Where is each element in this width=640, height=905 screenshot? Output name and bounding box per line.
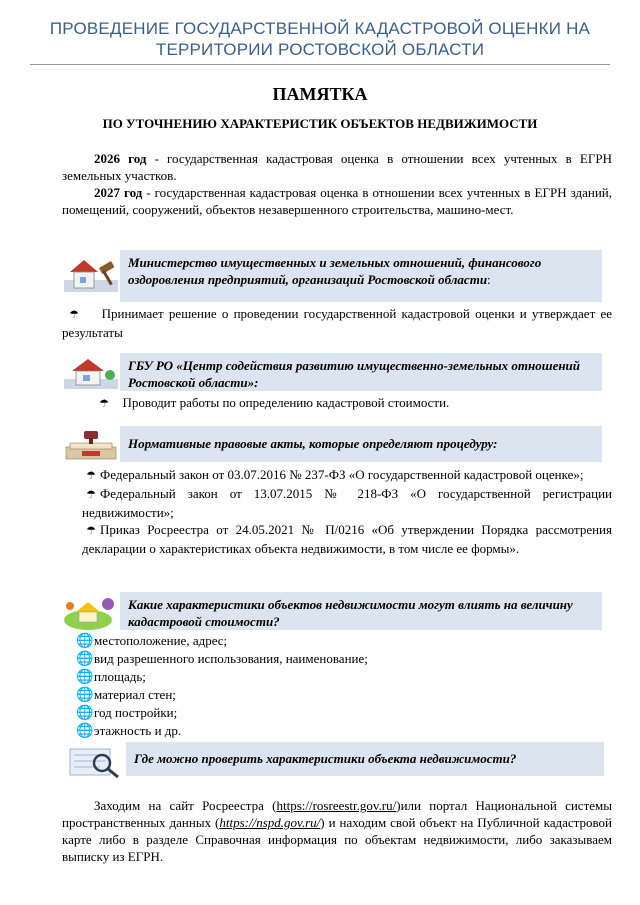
list-item (76, 686, 576, 704)
list-item-text: материал стен; (94, 687, 176, 702)
globe-icon: 🌐 (76, 670, 94, 685)
umbrella-icon: ☂ (86, 525, 96, 537)
umbrella-icon: ☂ (86, 470, 96, 482)
act-item-text: Приказ Росреестра от 24.05.2021 № П/0216 «Об утверждении Порядка рассмотрения декларации о характеристиках объекта недвижимости, в том числе ее формы». (82, 522, 612, 556)
check-text-3: ) и находим свой объект на Публичной кадастровой карте либо в разделе Справочная информация по объектам недвижимости, либо заказываем выписку из ЕГРН. (62, 815, 612, 864)
ministry-heading-band (120, 250, 602, 302)
magnifier-icon (66, 743, 124, 779)
globe-icon: 🌐 (76, 634, 94, 649)
gbu-heading-band (120, 353, 602, 391)
globe-icon: 🌐 (76, 706, 94, 721)
ministry-bullet (62, 305, 612, 341)
list-item (76, 632, 576, 650)
list-item (76, 722, 576, 740)
house-plan-icon (62, 592, 120, 632)
acts-list (82, 466, 612, 557)
page-title: ПАМЯТКА (272, 84, 368, 104)
house-icon (62, 355, 120, 391)
page-subtitle: ПО УТОЧНЕНИЮ ХАРАКТЕРИСТИК ОБЪЕКТОВ НЕДВИЖИМОСТИ (102, 116, 538, 131)
check-text-2: )или портал Национальной системы пространственных данных ( (62, 798, 612, 830)
intro-text-2026: - государственная кадастровая оценка в отношении всех учтенных в ЕГРН земельных участков. (62, 151, 612, 183)
act-item-text: Федеральный закон от 03.07.2016 № 237-ФЗ «О государственной кадастровой оценке»; (100, 467, 584, 482)
act-item-text: Федеральный закон от 13.07.2015 № 218-ФЗ «О государственной регистрации недвижимости»; (82, 486, 612, 520)
ministry-bullet-text: Принимает решение о проведении государственной кадастровой оценки и утверждает ее результаты (62, 306, 612, 340)
header-divider (30, 64, 610, 65)
list-item (76, 704, 576, 722)
characteristics-heading: Какие характеристики объектов недвижимости могут влиять на величину кадастровой стоимости? (128, 597, 573, 629)
rosreestr-link[interactable]: https://rosreestr.gov.ru/ (276, 798, 397, 813)
globe-icon: 🌐 (76, 652, 94, 667)
ministry-heading: Министерство имущественных и земельных отношений, финансового оздоровления предприятий, организаций Ростовской области (128, 255, 542, 287)
acts-heading-band (120, 426, 602, 462)
umbrella-icon: ☂ (99, 398, 109, 410)
act-item (82, 466, 612, 485)
check-text-1: Заходим на сайт Росреестра ( (94, 798, 277, 813)
ministry-colon: : (487, 272, 491, 287)
header-line-1: ПРОВЕДЕНИЕ ГОСУДАРСТВЕННОЙ КАДАСТРОВОЙ ОЦЕНКИ НА (49, 19, 591, 38)
umbrella-icon: ☂ (69, 309, 79, 321)
nspd-link[interactable]: https://nspd.gov.ru/ (219, 815, 321, 830)
check-heading: Где можно проверить характеристики объекта недвижимости? (134, 751, 517, 766)
header-line-2: ТЕРРИТОРИИ РОСТОВСКОЙ ОБЛАСТИ (155, 40, 485, 59)
documents-stamp-icon (62, 427, 120, 463)
gbu-bullet (92, 394, 612, 413)
intro-year-2027: 2027 год (94, 185, 143, 200)
globe-icon: 🌐 (76, 688, 94, 703)
list-item-text: вид разрешенного использования, наименование; (94, 651, 368, 666)
characteristics-list (76, 632, 576, 740)
act-item (82, 485, 612, 521)
act-item (82, 521, 612, 557)
list-item-text: год постройки; (94, 705, 178, 720)
intro-text-2027: - государственная кадастровая оценка в отношении всех учтенных в ЕГРН зданий, помещений, сооружений, объектов незавершенного строительства, машино-мест. (62, 185, 613, 217)
umbrella-icon: ☂ (86, 489, 96, 501)
acts-heading: Нормативные правовые акты, которые определяют процедуру: (128, 436, 498, 451)
list-item (76, 668, 576, 686)
globe-icon: 🌐 (76, 724, 94, 739)
check-heading-band (126, 742, 604, 776)
gbu-heading: ГБУ РО «Центр содействия развитию имущественно-земельных отношений Ростовской области»: (128, 358, 581, 390)
list-item-text: этажность и др. (94, 723, 182, 738)
characteristics-heading-band (120, 592, 602, 630)
list-item-text: местоположение, адрес; (94, 633, 228, 648)
intro-2026 (62, 150, 612, 184)
list-item-text: площадь; (94, 669, 146, 684)
intro-year-2026: 2026 год (94, 151, 147, 166)
check-paragraph (62, 797, 612, 865)
house-gavel-icon (62, 250, 120, 294)
gbu-bullet-text: Проводит работы по определению кадастровой стоимости. (122, 395, 450, 410)
list-item (76, 650, 576, 668)
intro-2027 (62, 184, 612, 218)
document-header (30, 18, 610, 60)
